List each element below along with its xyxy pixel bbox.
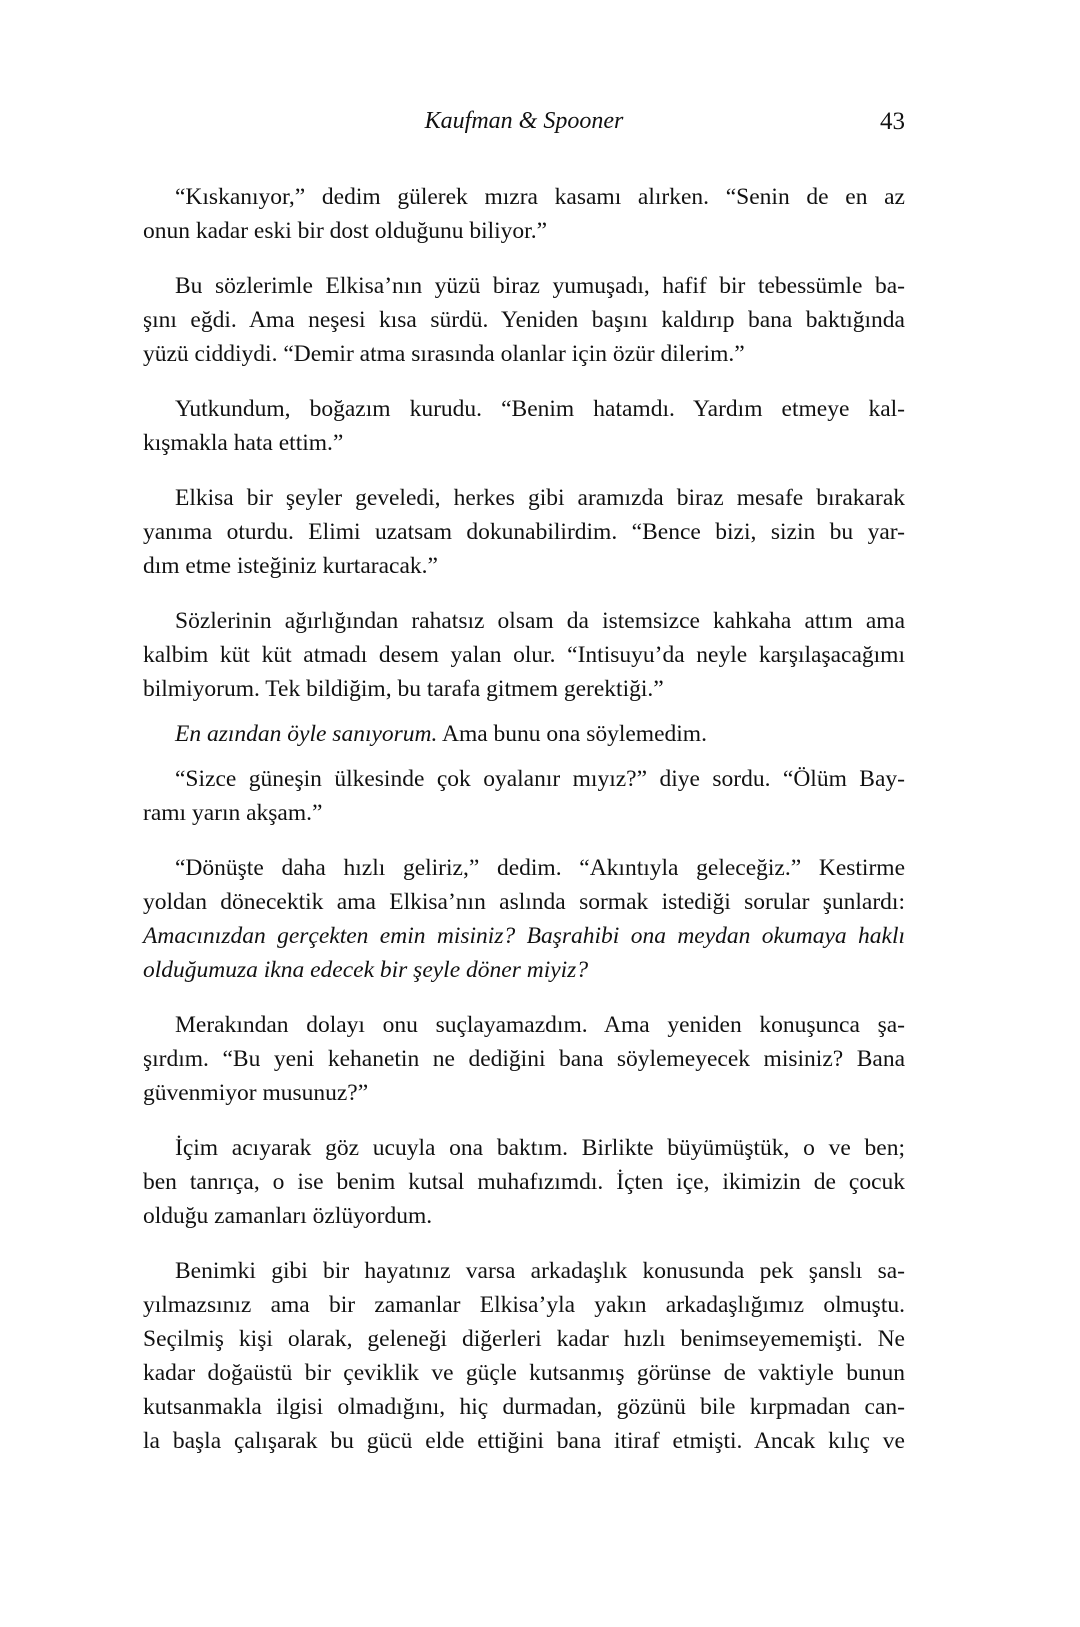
text-line xyxy=(143,919,905,953)
paragraph xyxy=(143,1008,905,1110)
text-line xyxy=(143,885,905,919)
text-segment: yılmazsınız ama bir zamanlar Elkisa’yla yakın arkadaşlığımız olmuştu. xyxy=(143,1292,905,1318)
italic-text: olduğumuza ikna edecek bir şeyle döner miyiz? xyxy=(143,957,589,983)
text-segment: dım etme isteğiniz kurtaracak.” xyxy=(143,553,438,579)
text-line xyxy=(143,717,905,751)
text-line xyxy=(143,392,905,426)
text-segment: kışmakla hata ettim.” xyxy=(143,430,344,456)
text-segment: ben tanrıça, o ise benim kutsal muhafızımdı. İçten içe, ikimizin de çocuk xyxy=(143,1169,905,1195)
text-segment: kadar doğaüstü bir çeviklik ve güçle kutsanmış görünse de vaktiyle bunun xyxy=(143,1360,905,1386)
text-line xyxy=(143,851,905,885)
text-line xyxy=(143,1076,905,1110)
text-segment: kutsanmakla ilgisi olmadığını, hiç durmadan, gözünü bile kırpmadan can- xyxy=(143,1394,905,1420)
text-segment: şırdım. “Bu yeni kehanetin ne dediğini bana söylemeyecek misiniz? Bana xyxy=(143,1046,905,1072)
text-segment: Merakından dolayı onu suçlayamazdım. Ama yeniden konuşunca şa- xyxy=(175,1012,905,1038)
text-segment: Seçilmiş kişi olarak, geleneği diğerleri kadar hızlı benimseyememişti. Ne xyxy=(143,1326,905,1352)
text-line xyxy=(143,638,905,672)
text-line xyxy=(143,953,905,987)
text-line xyxy=(143,1390,905,1424)
page-number: 43 xyxy=(880,108,905,135)
text-line xyxy=(143,426,905,460)
text-segment: yoldan dönecektik ama Elkisa’nın aslında sormak istediği sorular şunlardı: xyxy=(143,889,905,915)
paragraph xyxy=(143,604,905,706)
text-line xyxy=(143,796,905,830)
text-line xyxy=(143,762,905,796)
paragraph xyxy=(143,762,905,830)
text-line xyxy=(143,1322,905,1356)
text-segment: bilmiyorum. Tek bildiğim, bu tarafa gitmem gerektiği.” xyxy=(143,676,664,702)
italic-text: Amacınızdan gerçekten emin misiniz? Başrahibi ona meydan okumaya haklı xyxy=(143,923,905,949)
paragraph xyxy=(143,1131,905,1233)
text-line xyxy=(143,672,905,706)
text-segment: ramı yarın akşam.” xyxy=(143,800,323,826)
text-segment: onun kadar eski bir dost olduğunu biliyor.” xyxy=(143,218,548,244)
text-line xyxy=(143,549,905,583)
text-line xyxy=(143,1356,905,1390)
text-line xyxy=(143,214,905,248)
text-line xyxy=(143,604,905,638)
body-text xyxy=(143,180,905,1458)
paragraph xyxy=(143,1254,905,1458)
text-segment: Ama bunu ona söylemedim. xyxy=(437,721,707,747)
text-segment: Benimki gibi bir hayatınız varsa arkadaşlık konusunda pek şanslı sa- xyxy=(175,1258,905,1284)
text-segment: “Kıskanıyor,” dedim gülerek mızra kasamı alırken. “Senin de en az xyxy=(175,184,905,210)
text-segment: İçim acıyarak göz ucuyla ona baktım. Birlikte büyümüştük, o ve ben; xyxy=(175,1135,905,1161)
text-segment: kalbim küt küt atmadı desem yalan olur. “Intisuyu’da neyle karşılaşacağımı xyxy=(143,642,905,668)
text-segment: olduğu zamanları özlüyordum. xyxy=(143,1203,433,1229)
text-line xyxy=(143,1042,905,1076)
text-segment: “Dönüşte daha hızlı geliriz,” dedim. “Akıntıyla geleceğiz.” Kestirme xyxy=(175,855,905,881)
text-line xyxy=(143,337,905,371)
text-line xyxy=(143,481,905,515)
page-header xyxy=(143,108,905,148)
text-line xyxy=(143,1288,905,1322)
paragraph xyxy=(143,717,905,751)
text-line xyxy=(143,1254,905,1288)
paragraph xyxy=(143,392,905,460)
paragraph xyxy=(143,851,905,987)
text-segment: yüzü ciddiydi. “Demir atma sırasında olanlar için özür dilerim.” xyxy=(143,341,745,367)
paragraph xyxy=(143,180,905,248)
text-line xyxy=(143,515,905,549)
text-line xyxy=(143,1424,905,1458)
text-segment: “Sizce güneşin ülkesinde çok oyalanır mıyız?” diye sordu. “Ölüm Bay- xyxy=(175,766,905,792)
text-segment: Elkisa bir şeyler geveledi, herkes gibi aramızda biraz mesafe bırakarak xyxy=(175,485,905,511)
text-line xyxy=(143,1165,905,1199)
text-line xyxy=(143,269,905,303)
text-line xyxy=(143,180,905,214)
italic-text: En azından öyle sanıyorum. xyxy=(175,721,438,747)
running-title: Kaufman & Spooner xyxy=(424,108,624,134)
text-segment: güvenmiyor musunuz?” xyxy=(143,1080,369,1106)
text-segment: la başla çalışarak bu gücü elde ettiğini bana itiraf etmişti. Ancak kılıç ve xyxy=(143,1428,905,1454)
text-segment: Sözlerinin ağırlığından rahatsız olsam da istemsizce kahkaha attım ama xyxy=(175,608,905,634)
text-segment: yanıma oturdu. Elimi uzatsam dokunabilirdim. “Bence bizi, sizin bu yar- xyxy=(143,519,905,545)
text-segment: şını eğdi. Ama neşesi kısa sürdü. Yeniden başını kaldırıp bana baktığında xyxy=(143,307,905,333)
paragraph xyxy=(143,269,905,371)
text-line xyxy=(143,303,905,337)
text-line xyxy=(143,1008,905,1042)
text-line xyxy=(143,1131,905,1165)
text-line xyxy=(143,1199,905,1233)
paragraph xyxy=(143,481,905,583)
text-segment: Yutkundum, boğazım kurudu. “Benim hatamdı. Yardım etmeye kal- xyxy=(175,396,905,422)
text-segment: Bu sözlerimle Elkisa’nın yüzü biraz yumuşadı, hafif bir tebessümle ba- xyxy=(175,273,905,299)
